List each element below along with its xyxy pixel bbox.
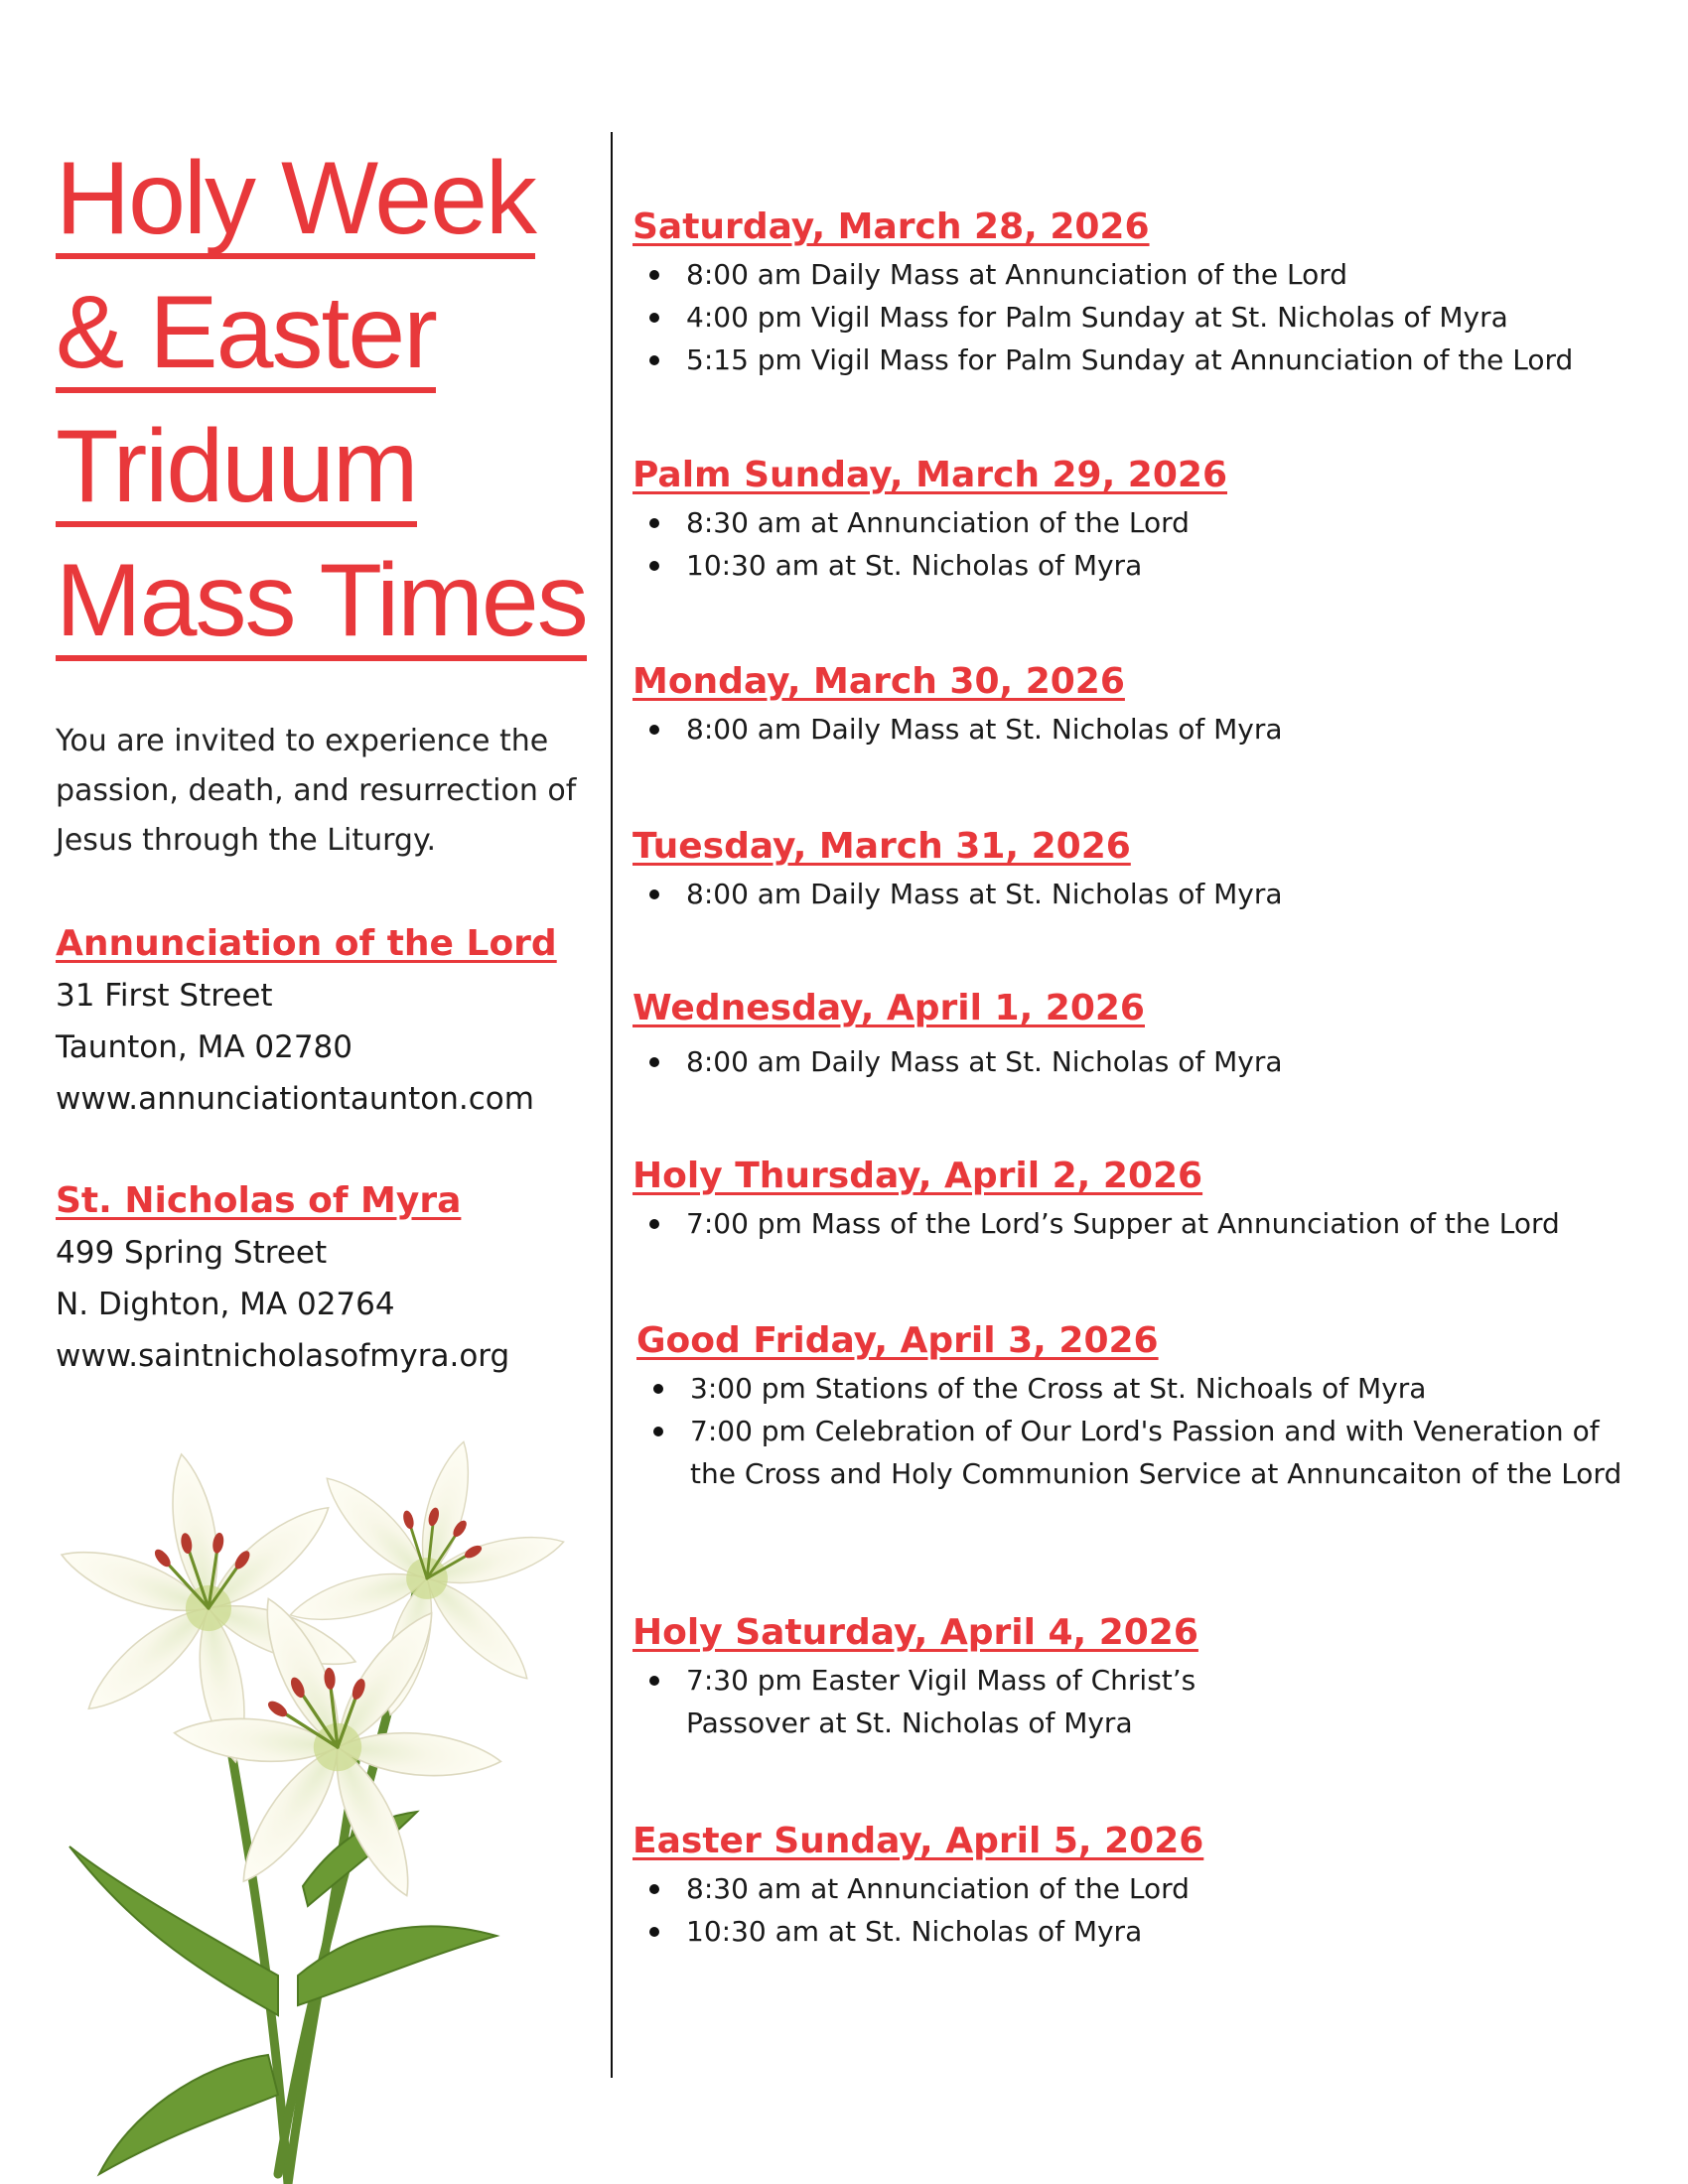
day-items [633,708,1655,751]
list-item [633,708,1655,751]
bullet-icon [649,518,659,528]
parish-name: St. Nicholas of Myra [56,1180,462,1221]
day-items [636,1367,1659,1495]
item-text: 8:00 am Daily Mass at St. Nicholas of Myra [686,878,1283,910]
parish-annunciation [56,923,612,1125]
day-items [633,1202,1655,1245]
day-items [633,1659,1655,1744]
bullet-icon [649,1219,659,1229]
list-item [633,339,1655,381]
bullet-icon [649,1884,659,1894]
item-text: 8:00 am Daily Mass at Annunciation of the Lord [686,258,1348,291]
list-item [633,544,1655,587]
day-heading: Palm Sunday, March 29, 2026 [633,455,1227,495]
list-item [633,873,1655,915]
day-saturday-march-28 [633,205,1655,381]
day-palm-sunday [633,454,1655,587]
list-item [633,253,1655,296]
item-text: 8:30 am at Annunciation of the Lord [686,506,1190,539]
bullet-icon [649,270,659,280]
list-item [633,1867,1655,1910]
day-monday-march-30 [633,660,1655,751]
day-heading: Holy Saturday, April 4, 2026 [633,1612,1198,1653]
parish-website-link[interactable]: www.annunciationtaunton.com [56,1081,534,1117]
parish-street: 31 First Street [56,978,273,1014]
day-items [633,1867,1655,1953]
bullet-icon [649,561,659,571]
item-text: 7:30 pm Easter Vigil Mass of Christ’s Passover at St. Nicholas of Myra [686,1664,1196,1739]
bullet-icon [649,355,659,365]
day-items [633,253,1655,381]
item-text: 10:30 am at St. Nicholas of Myra [686,549,1143,582]
day-heading: Good Friday, April 3, 2026 [636,1320,1159,1361]
list-item [633,1202,1655,1245]
title-line: Holy Week [56,144,535,259]
item-text: 7:00 pm Celebration of Our Lord's Passion and with Veneration of the Cross and Holy Communion Service at Annuncaiton of the Lord [690,1415,1622,1490]
list-item [636,1410,1659,1495]
parish-street: 499 Spring Street [56,1235,328,1271]
day-holy-saturday [633,1611,1655,1744]
list-item [633,1040,1655,1083]
item-text: 10:30 am at St. Nicholas of Myra [686,1915,1143,1948]
parish-city: N. Dighton, MA 02764 [56,1287,395,1322]
bullet-icon [649,313,659,323]
day-wednesday-april-1 [633,987,1655,1083]
item-text: 5:15 pm Vigil Mass for Palm Sunday at Annunciation of the Lord [686,343,1574,376]
left-column [56,137,612,1382]
title-line: & Easter [56,278,436,393]
day-heading: Saturday, March 28, 2026 [633,206,1150,247]
item-text: 3:00 pm Stations of the Cross at St. Nichoals of Myra [690,1372,1427,1405]
title-line: Triduum [56,412,417,527]
parish-city: Taunton, MA 02780 [56,1029,352,1065]
page-title [56,137,612,673]
list-item [633,1659,1655,1744]
day-heading: Tuesday, March 31, 2026 [633,826,1131,867]
column-divider [611,132,613,2078]
bullet-icon [649,1927,659,1937]
bullet-icon [653,1384,663,1394]
item-text: 8:00 am Daily Mass at St. Nicholas of Myra [686,1045,1283,1078]
day-heading: Wednesday, April 1, 2026 [633,988,1145,1028]
day-easter-sunday [633,1820,1655,1953]
list-item [636,1367,1659,1410]
item-text: 4:00 pm Vigil Mass for Palm Sunday at St. Nicholas of Myra [686,301,1508,334]
title-line: Mass Times [56,546,587,661]
day-heading: Easter Sunday, April 5, 2026 [633,1821,1204,1861]
bullet-icon [649,1057,659,1067]
bullet-icon [649,725,659,735]
bullet-icon [653,1427,663,1436]
day-heading: Monday, March 30, 2026 [633,661,1125,702]
day-items [633,501,1655,587]
parish-st-nicholas [56,1180,612,1382]
bullet-icon [649,889,659,899]
list-item [633,1910,1655,1953]
parish-website-link[interactable]: www.saintnicholasofmyra.org [56,1338,510,1374]
item-text: 8:00 am Daily Mass at St. Nicholas of Myra [686,713,1283,746]
item-text: 8:30 am at Annunciation of the Lord [686,1872,1190,1905]
day-holy-thursday [633,1155,1655,1245]
list-item [633,501,1655,544]
day-good-friday [636,1319,1659,1495]
bullet-icon [649,1676,659,1686]
day-heading: Holy Thursday, April 2, 2026 [633,1156,1203,1196]
day-tuesday-march-31 [633,825,1655,915]
lily-flower-illustration [40,1420,596,2184]
intro-text: You are invited to experience the passion, death, and resurrection of Jesus through the Liturgy. [56,724,577,858]
day-items [633,1040,1655,1083]
list-item [633,296,1655,339]
parish-name: Annunciation of the Lord [56,923,557,964]
item-text: 7:00 pm Mass of the Lord’s Supper at Annunciation of the Lord [686,1207,1560,1240]
day-items [633,873,1655,915]
